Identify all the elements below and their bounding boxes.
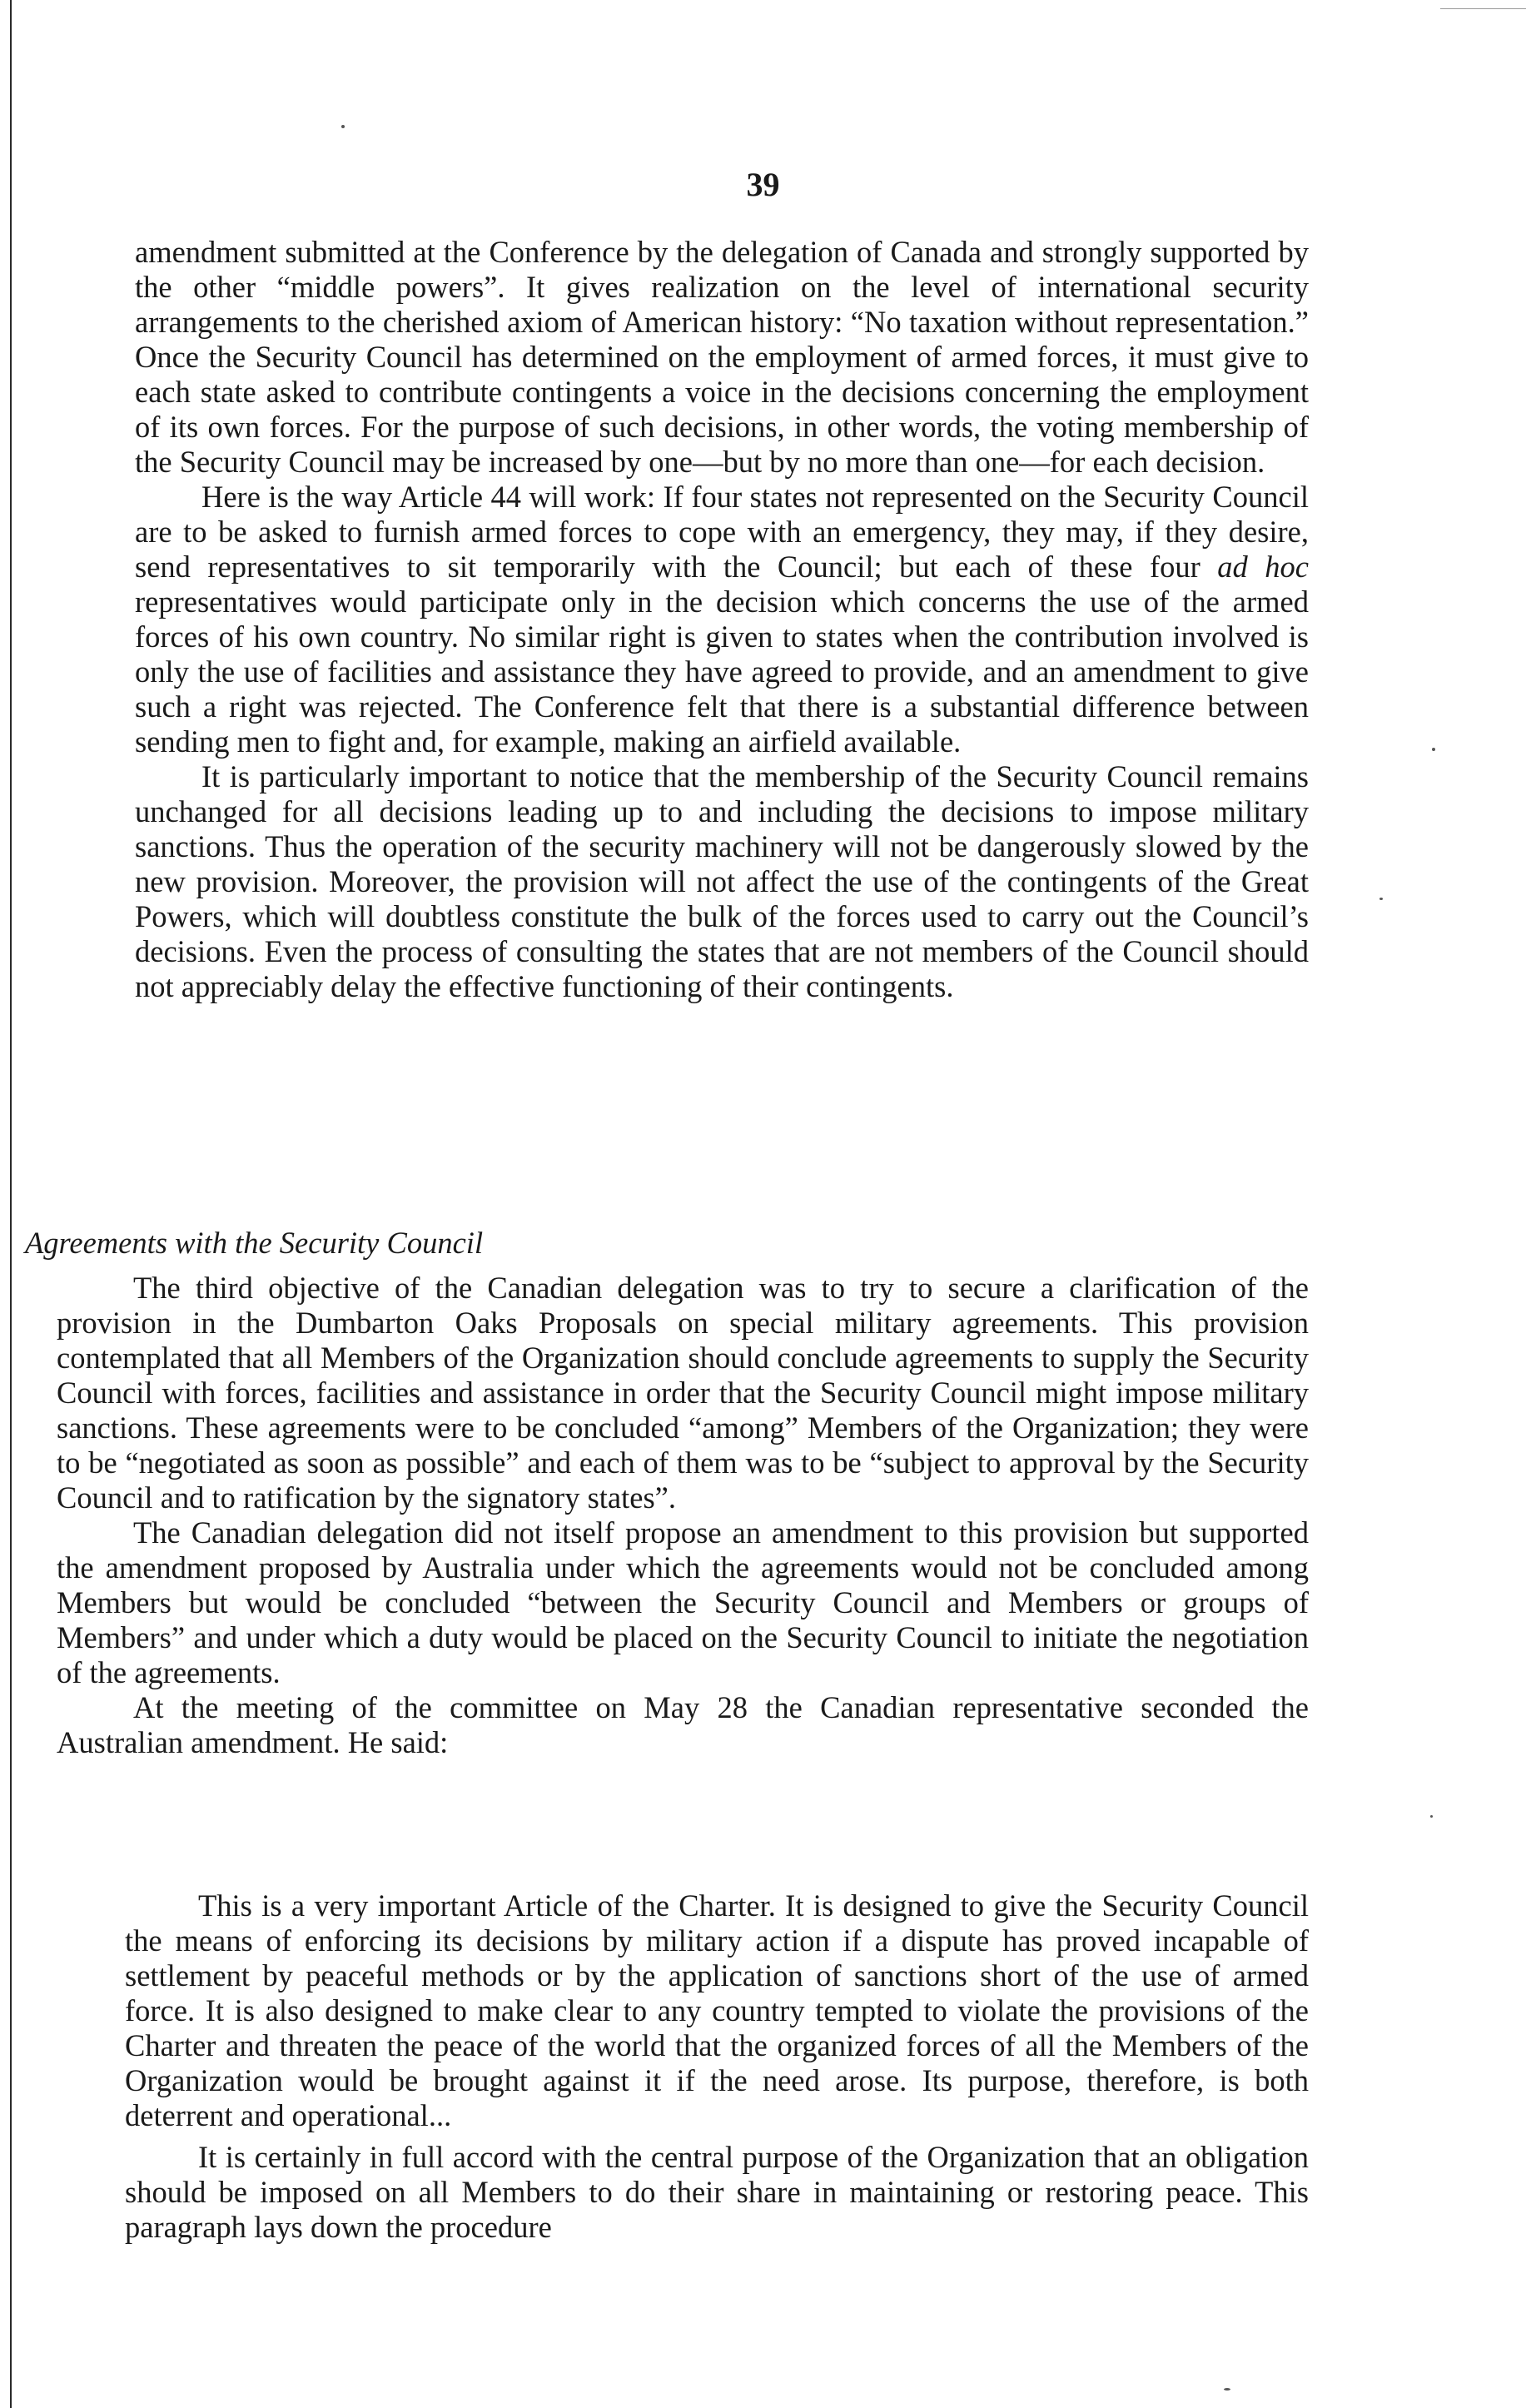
section-paragraph-1: The third objective of the Canadian delegation was to try to secure a clarification of the provision in the Dumbarton Oaks Proposals on special military agreements. This provision contemplated that all Members of the Organization should conclude agreements to supply the Security Council with forces, facilities and assistance in order that the Security Council might impose military sanctions. These agreements were to be concluded “among” Members of the Organization; they were to be “negotiated as soon as possible” and each of them was to be “subject to approval by the Security Council and to ratification by the signatory states”. <box>57 1271 1309 1515</box>
section-paragraph-3: At the meeting of the committee on May 28 the Canadian representative seconded the Australian amendment. He said: <box>57 1690 1309 1759</box>
top-rule <box>1440 8 1526 9</box>
scan-speck <box>1224 2388 1230 2391</box>
quote-paragraph-2: It is certainly in full accord with the central purpose of the Organization that an obligation should be imposed on all Members to do their share in maintaining or restoring peace. This paragraph lays down the procedure <box>125 2140 1309 2244</box>
scan-speck <box>1379 898 1383 900</box>
section-text <box>57 1271 1309 1760</box>
page-edge-line <box>10 0 12 2408</box>
section-heading: Agreements with the Security Council <box>25 1226 484 1260</box>
quote-paragraph-1: This is a very important Article of the Charter. It is designed to give the Security Council the means of enforcing its decisions by military action if a dispute has proved incapable of settlement by peaceful methods or by the application of sanctions short of the use of armed force. It is also designed to make clear to any country tempted to violate the provisions of the Charter and threaten the peace of the world that the organized forces of all the Members of the Organization would be brought against it if the need arose. Its purpose, therefore, is both deterrent and operational... <box>125 1888 1309 2132</box>
paragraph-2-before: Here is the way Article 44 will work: If four states not represented on the Security Council are to be asked to furnish armed forces to cope with an emergency, they may, if they desire, send representatives to sit temporarily with the Council; but each of these four <box>135 480 1309 584</box>
paragraph-2-italic: ad hoc <box>1217 550 1309 584</box>
main-text <box>135 235 1309 1004</box>
scan-speck <box>341 125 345 128</box>
paragraph-1: amendment submitted at the Conference by the delegation of Canada and strongly supported by the other “middle powers”. It gives realization on the level of international security arrangements to the cherished axiom of American history: “No taxation without representation.” Once the Security Council has determined on the employment of armed forces, it must give to each state asked to contribute contingents a voice in the decisions concerning the employment of its own forces. For the purpose of such decisions, in other words, the voting membership of the Security Council may be increased by one—but by no more than one—for each decision. <box>135 235 1309 479</box>
paragraph-3: It is particularly important to notice that the membership of the Security Council remains unchanged for all decisions leading up to and including the decisions to impose military sanctions. Thus the operation of the security machinery will not be dangerously slowed by the new provision. Moreover, the provision will not affect the use of the contingents of the Great Powers, which will doubtless constitute the bulk of the forces used to carry out the Council’s decisions. Even the process of consulting the states that are not members of the Council should not appreciably delay the effective functioning of their contingents. <box>135 759 1309 1003</box>
paragraph-2 <box>135 480 1309 759</box>
scan-speck <box>1432 748 1435 751</box>
paragraph-2-after: representatives would participate only in the decision which concerns the use of the armed forces of his own country. No similar right is given to states when the contribution involved is only the use of facilities and assistance they have agreed to provide, and an amendment to give such a right was rejected. The Conference felt that there is a substantial difference between sending men to fight and, for example, making an airfield available. <box>135 585 1309 759</box>
section-paragraph-2: The Canadian delegation did not itself propose an amendment to this provision but supported the amendment proposed by Australia under which the agreements would not be concluded among Members but would be concluded “between the Security Council and Members or groups of Members” and under which a duty would be placed on the Security Council to initiate the negotiation of the agreements. <box>57 1515 1309 1689</box>
page-number: 39 <box>746 166 780 203</box>
block-quote <box>125 1888 1309 2245</box>
scan-speck <box>1430 1815 1433 1818</box>
